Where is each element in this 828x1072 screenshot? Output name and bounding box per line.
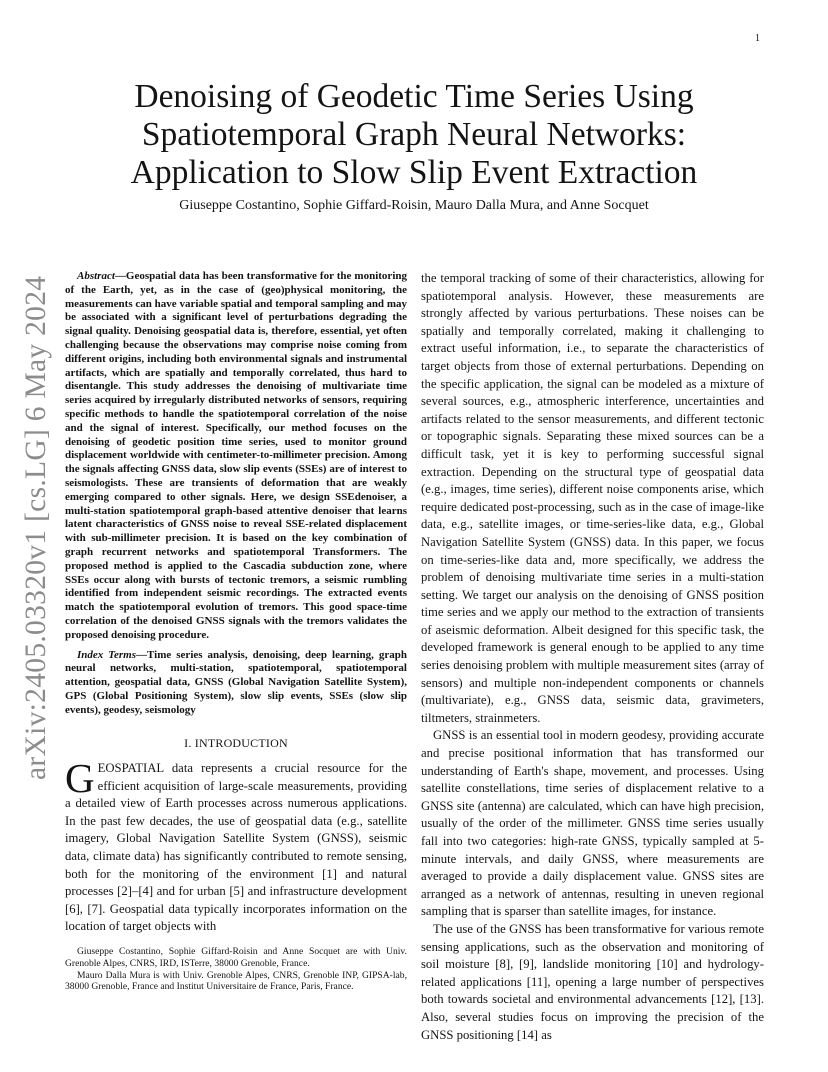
left-column	[65, 270, 407, 993]
abstract-text: —Geospatial data has been transformative for the monitoring of the Earth, yet, as in the case of (geo)physical monitoring, the measurements can have variable spatial and temporal sampling and may be associated with a significant level of perturbations degrading the signal quality. Denoising geospatial data is, therefore, essential, yet often challenging because the observations may comprise noise coming from different origins, including both environmental signals and instrumental artifacts, which are spatially and temporally correlated, thus hard to disentangle. This study addresses the denoising of multivariate time series acquired by irregularly distributed networks of sensors, requiring specific methods to handle the spatiotemporal correlation of the noise and the signal of interest. Specifically, our method focuses on the denoising of geodetic position time series, used to monitor ground displacement worldwide with centimeter-to-millimeter precision. Among the signals affecting GNSS data, slow slip events (SSEs) are of interest to seismologists. These are transients of deformation that are weakly emerging compared to other signals. Here, we design SSEdenoiser, a multi-station spatiotemporal graph-based attentive denoiser that learns latent characteristics of GNSS noise to reveal SSE-related displacement with sub-millimeter precision. It is based on the key combination of graph recurrent networks and spatiotemporal Transformers. The proposed method is applied to the Cascadia subduction zone, where SSEs occur along with bursts of tectonic tremors, a seismic rumbling identified from independent seismic recordings. The extracted events match the spatiotemporal evolution of tremors. This good space-time correlation of the denoised GNSS signals with the tremors validates the proposed denoising procedure.	[65, 270, 407, 641]
index-terms	[65, 649, 407, 718]
right-column	[421, 270, 764, 1044]
index-terms-label: Index Terms	[77, 648, 137, 661]
abstract-label: Abstract	[77, 270, 115, 282]
intro-paragraph	[65, 755, 407, 936]
page-number: 1	[755, 33, 760, 44]
body-paragraph: GNSS is an essential tool in modern geodesy, providing accurate and precise positional information that has transformed our understanding of Earth's shape, movement, and processes. Using satellite constellations, time series of displacement relative to a GNSS site (antenna) are calculated, which can have high precision, usually of the order of the millimeter. GNSS time series usually fall into two categories: high-rate GNSS, typically sampled at 5-minute intervals, and daily GNSS, where measurements are averaged to provide a daily displacement value. GNSS sites are arranged as a network of antennas, resulting in uneven regional sampling that is sparser than satellite images, for instance.	[421, 728, 764, 919]
body-paragraph: the temporal tracking of some of their characteristics, allowing for spatiotemporal analysis. However, these measurements are strongly affected by various perturbations. These noises can be spatially and temporally correlated, making it challenging to extract useful information, i.e., to separate the characteristics of target objects from those of external perturbations. Depending on the specific application, the signal can be modeled as a mixture of several sources, e.g., atmospheric interference, uncertainties and artifacts related to the sensor measurements, and different tectonic or topographic signals. Separating these mixed sources can be a difficult task, yet it is key to performing successful signal extraction. Depending on the structural type of geospatial data (e.g., images, time series), different noise components arise, which require dedicated post-processing, such as in the case of image-like data, e.g., satellite images, or time-series-like data, e.g., Global Navigation Satellite System (GNSS) data. In this paper, we focus on time-series-like data and, more specifically, we address the problem of denoising multivariate time series in a multi-station setting. We target our analysis on the denoising of GNSS position time series and we apply our method to the extraction of transients of aseismic deformation. Albeit designed for this specific task, the developed framework is general enough to be applied to any time series denoising problem with multiple measurement sites (array of sensors) and multiple non-independent components or channels (multivariate), e.g., GNSS data, seismic data, gravimeters, tiltmeters, strainmeters.	[421, 271, 764, 725]
body-paragraph: The use of the GNSS has been transformative for various remote sensing applications, such as the observation and monitoring of soil moisture [8], [9], landslide monitoring [10] and hydrology-related applications [11], opening a large number of perspectives both towards societal and environmental advancements [12], [13]. Also, several studies focus on improving the precision of the GNSS positioning [14] as	[421, 921, 764, 1042]
paper-title	[80, 78, 748, 192]
drop-cap: G	[65, 755, 95, 802]
author-list: Giuseppe Costantino, Sophie Giffard-Roisin, Mauro Dalla Mura, and Anne Socquet	[179, 198, 649, 213]
title-line: Spatiotemporal Graph Neural Networks:	[141, 116, 687, 153]
arxiv-identifier-stamp: arXiv:2405.03320v1 [cs.LG] 6 May 2024	[20, 275, 52, 780]
footnote: Mauro Dalla Mura is with Univ. Grenoble Alpes, CNRS, Grenoble INP, GIPSA-lab, 38000 Grenoble, France and Institut Universitaire de France, Paris, France.	[65, 969, 407, 993]
abstract	[65, 270, 407, 643]
title-line: Denoising of Geodetic Time Series Using	[134, 78, 694, 115]
intro-paragraph-text: EOSPATIAL data represents a crucial resource for the efficient acquisition of large-scale measurements, providing a detailed view of Earth processes across numerous applications. In the past few decades, the use of geospatial data (e.g., satellite imagery, Global Navigation Satellite System (GNSS), seismic data, climate data) has significantly contributed to remote sensing, both for the monitoring of the environment [1] and natural processes [2]–[4] and for urban [5] and infrastructure development [6], [7]. Geospatial data typically incorporates information on the location of target objects with	[65, 761, 407, 934]
title-line: Application to Slow Slip Event Extraction	[130, 154, 698, 191]
index-terms-text: —Time series analysis, denoising, deep learning, graph neural networks, multi-station, spatiotemporal, spatiotemporal attention, geospatial data, GNSS (Global Navigation Satellite System), GPS (Global Positioning System), slow slip events, SSEs (slow slip events), geodesy, seismology	[65, 648, 408, 716]
footnote: Giuseppe Costantino, Sophie Giffard-Roisin and Anne Socquet are with Univ. Grenoble Alpes, CNRS, IRD, ISTerre, 38000 Grenoble, France.	[65, 946, 407, 969]
section-heading: I. INTRODUCTION	[184, 735, 288, 750]
